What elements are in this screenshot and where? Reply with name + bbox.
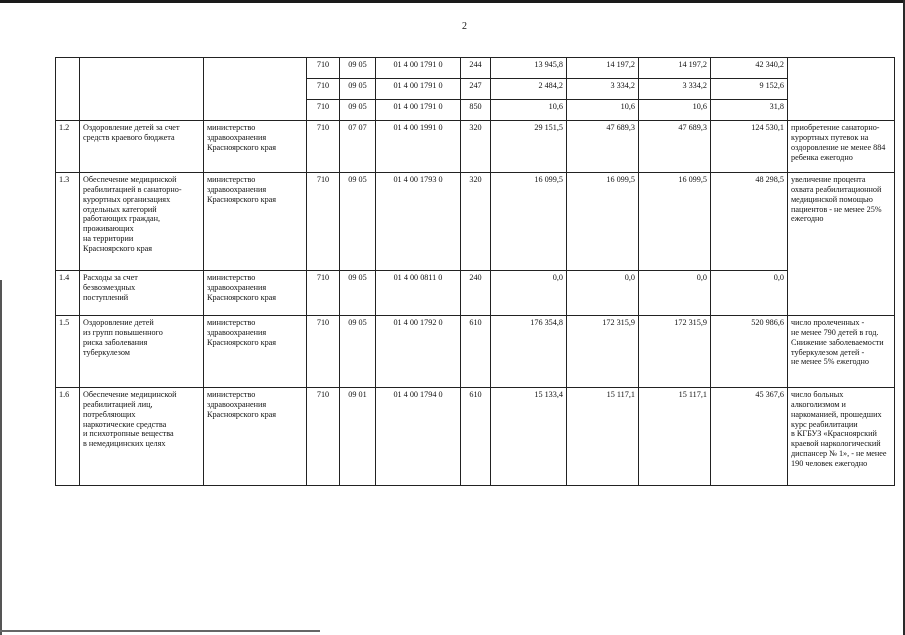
table-row: [56, 58, 895, 79]
amount-year-2: 3 334,2: [567, 79, 639, 100]
csr-code: 01 4 00 1792 0: [376, 316, 461, 388]
amount-year-2: 172 315,9: [567, 316, 639, 388]
amount-year-2: 15 117,1: [567, 388, 639, 486]
amount-year-3: 15 117,1: [639, 388, 711, 486]
program-table-wrapper: [55, 57, 895, 486]
grbs-code: 710: [307, 100, 340, 121]
amount-total: 520 986,6: [711, 316, 788, 388]
grbs-code: 710: [307, 388, 340, 486]
row-number: 1.2: [56, 121, 80, 173]
activity-name: Оздоровление детей из групп повышенного риска заболевания туберкулезом: [80, 316, 204, 388]
program-activities-table: [55, 57, 895, 486]
table-row: [56, 316, 895, 388]
grbs-code: 710: [307, 316, 340, 388]
activity-name: Оздоровление детей за счет средств краевого бюджета: [80, 121, 204, 173]
csr-code: 01 4 00 1791 0: [376, 100, 461, 121]
vr-code: 240: [461, 271, 491, 316]
table-row: [56, 388, 895, 486]
rzpr-code: 09 05: [340, 79, 376, 100]
csr-code: 01 4 00 1791 0: [376, 58, 461, 79]
expected-result: приобретение санаторно- курортных путевок на оздоровление не менее 884 ребенка ежегодно: [788, 121, 895, 173]
amount-total: 124 530,1: [711, 121, 788, 173]
csr-code: 01 4 00 0811 0: [376, 271, 461, 316]
responsible-executor: министерство здравоохранения Красноярского края: [204, 173, 307, 271]
grbs-code: 710: [307, 79, 340, 100]
amount-year-1: 29 151,5: [491, 121, 567, 173]
grbs-code: 710: [307, 58, 340, 79]
responsible-executor: министерство здравоохранения Красноярского края: [204, 316, 307, 388]
vr-code: 320: [461, 121, 491, 173]
activity-name: Обеспечение медицинской реабилитацией в санаторно- курортных организациях отдельных категорий работающих граждан, проживающих на территории Красноярского края: [80, 173, 204, 271]
amount-year-3: 14 197,2: [639, 58, 711, 79]
amount-year-2: 10,6: [567, 100, 639, 121]
expected-result: [788, 58, 895, 121]
rzpr-code: 09 01: [340, 388, 376, 486]
amount-year-1: 15 133,4: [491, 388, 567, 486]
amount-total: 48 298,5: [711, 173, 788, 271]
scan-edge-top: [0, 0, 905, 3]
amount-year-3: 3 334,2: [639, 79, 711, 100]
row-number: 1.5: [56, 316, 80, 388]
scan-edge-bottom: [0, 630, 320, 632]
expected-result: число пролеченных - не менее 790 детей в год. Снижение заболеваемости туберкулезом детей - не менее 5% ежегодно: [788, 316, 895, 388]
vr-code: 247: [461, 79, 491, 100]
responsible-executor: министерство здравоохранения Красноярского края: [204, 121, 307, 173]
amount-total: 31,8: [711, 100, 788, 121]
row-number: 1.6: [56, 388, 80, 486]
page-number: 2: [462, 21, 467, 32]
expected-result: увеличение процента охвата реабилитационной медицинской помощью пациентов - не менее 25% ежегодно: [788, 173, 895, 316]
grbs-code: 710: [307, 271, 340, 316]
amount-year-1: 176 354,8: [491, 316, 567, 388]
amount-year-3: 16 099,5: [639, 173, 711, 271]
responsible-executor: [204, 58, 307, 121]
row-number: 1.3: [56, 173, 80, 271]
vr-code: 320: [461, 173, 491, 271]
vr-code: 244: [461, 58, 491, 79]
activity-name: [80, 58, 204, 121]
vr-code: 610: [461, 316, 491, 388]
amount-total: 9 152,6: [711, 79, 788, 100]
rzpr-code: 09 05: [340, 58, 376, 79]
table-row: [56, 271, 895, 316]
amount-year-2: 14 197,2: [567, 58, 639, 79]
responsible-executor: министерство здравоохранения Красноярского края: [204, 388, 307, 486]
scan-edge-left: [0, 280, 2, 635]
amount-year-3: 47 689,3: [639, 121, 711, 173]
csr-code: 01 4 00 1791 0: [376, 79, 461, 100]
responsible-executor: министерство здравоохранения Красноярского края: [204, 271, 307, 316]
table-row: [56, 173, 895, 271]
amount-total: 45 367,6: [711, 388, 788, 486]
activity-name: Расходы за счет безвозмездных поступлений: [80, 271, 204, 316]
csr-code: 01 4 00 1991 0: [376, 121, 461, 173]
amount-year-3: 0,0: [639, 271, 711, 316]
activity-name: Обеспечение медицинской реабилитацией лиц, потребляющих наркотические средства и психотропные вещества в немедицинских целях: [80, 388, 204, 486]
rzpr-code: 07 07: [340, 121, 376, 173]
amount-year-2: 16 099,5: [567, 173, 639, 271]
grbs-code: 710: [307, 121, 340, 173]
grbs-code: 710: [307, 173, 340, 271]
amount-total: 0,0: [711, 271, 788, 316]
amount-year-3: 172 315,9: [639, 316, 711, 388]
amount-year-2: 47 689,3: [567, 121, 639, 173]
row-number: [56, 58, 80, 121]
row-number: 1.4: [56, 271, 80, 316]
rzpr-code: 09 05: [340, 316, 376, 388]
rzpr-code: 09 05: [340, 100, 376, 121]
rzpr-code: 09 05: [340, 173, 376, 271]
amount-year-1: 16 099,5: [491, 173, 567, 271]
csr-code: 01 4 00 1793 0: [376, 173, 461, 271]
vr-code: 610: [461, 388, 491, 486]
amount-year-1: 10,6: [491, 100, 567, 121]
table-row: [56, 121, 895, 173]
expected-result: число больных алкоголизмом и наркоманией, прошедших курс реабилитации в КГБУЗ «Красноярский краевой наркологический диспансер № 1», - не менее 190 человек ежегодно: [788, 388, 895, 486]
vr-code: 850: [461, 100, 491, 121]
amount-year-1: 0,0: [491, 271, 567, 316]
rzpr-code: 09 05: [340, 271, 376, 316]
amount-total: 42 340,2: [711, 58, 788, 79]
amount-year-3: 10,6: [639, 100, 711, 121]
csr-code: 01 4 00 1794 0: [376, 388, 461, 486]
amount-year-2: 0,0: [567, 271, 639, 316]
amount-year-1: 2 484,2: [491, 79, 567, 100]
amount-year-1: 13 945,8: [491, 58, 567, 79]
